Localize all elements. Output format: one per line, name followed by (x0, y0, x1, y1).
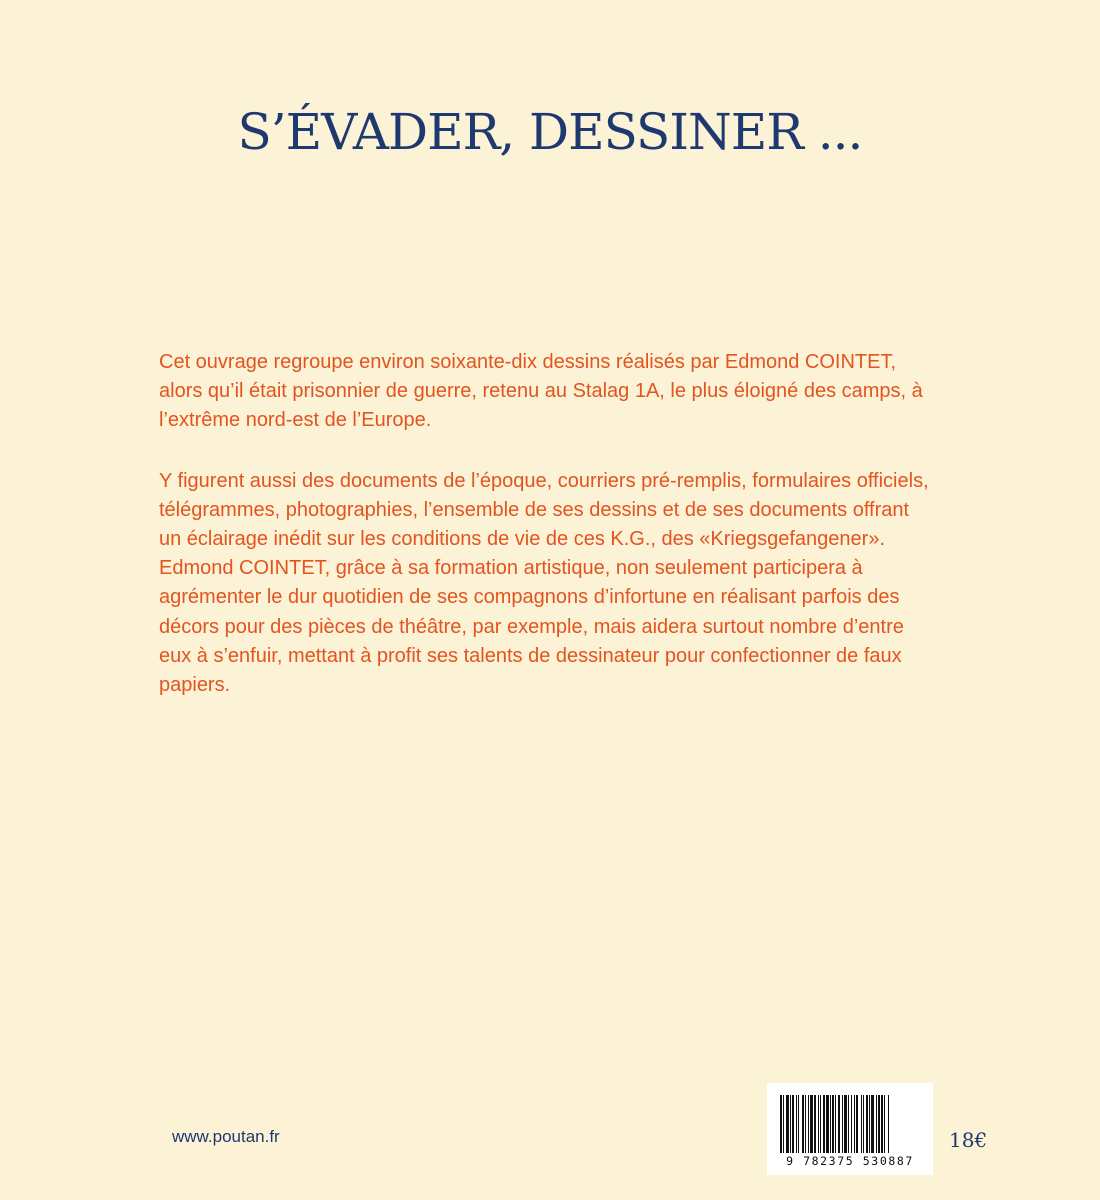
blurb-paragraph (159, 467, 959, 701)
text-line: l’extrême nord-est de l’Europe. (159, 409, 432, 432)
isbn-barcode (767, 1083, 933, 1175)
text-line: un éclairage inédit sur les conditions de vie de ces K.G., des «Kriegsgefangener». (159, 528, 885, 551)
text-line: télégrammes, photographies, l’ensemble de ses dessins et de ses documents offrant (159, 498, 910, 521)
book-title: S’ÉVADER, DESSINER ... (237, 103, 863, 161)
text-line: agrémenter le dur quotidien de ses compagnons d’infortune en réalisant parfois des (159, 586, 900, 609)
text-line: décors pour des pièces de théâtre, par exemple, mais aidera surtout nombre d’entre (159, 615, 904, 638)
back-cover-blurb (159, 348, 959, 731)
text-line: Y figurent aussi des documents de l’époque, courriers pré-remplis, formulaires officiels, (159, 469, 929, 492)
isbn-number: 9 782375 530887 (786, 1154, 914, 1168)
publisher-website: www.poutan.fr (172, 1127, 280, 1146)
price-label: 18€ (949, 1128, 988, 1152)
text-line: Cet ouvrage regroupe environ soixante-dix dessins réalisés par Edmond COINTET, (159, 351, 897, 373)
text-line: papiers. (159, 674, 231, 697)
text-line: Edmond COINTET, grâce à sa formation artistique, non seulement participera à (159, 557, 863, 580)
barcode-bars-icon (767, 1083, 933, 1155)
text-line: eux à s’enfuir, mettant à profit ses talents de dessinateur pour confectionner de faux (159, 644, 902, 667)
text-line: alors qu’il était prisonnier de guerre, retenu au Stalag 1A, le plus éloigné des camps, à (159, 380, 923, 403)
blurb-paragraph (159, 348, 959, 436)
